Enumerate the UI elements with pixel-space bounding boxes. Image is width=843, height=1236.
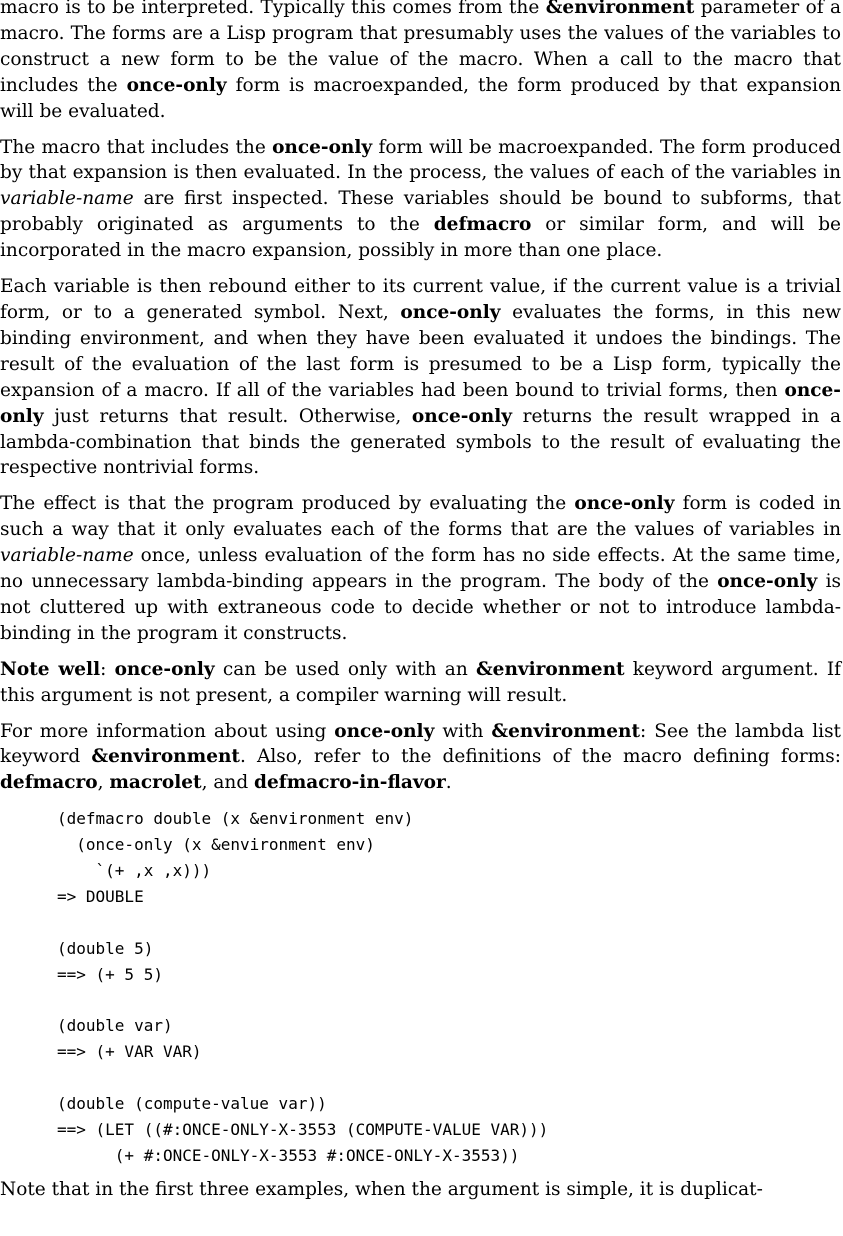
bold-term: defmacro-in-flavor: [254, 772, 446, 794]
text-run: The effect is that the program produced by evaluating the: [0, 493, 575, 515]
bold-term: &environment: [475, 658, 625, 680]
code-line: `(+ ,x ,x))): [57, 861, 212, 881]
text-run: macro is to be interpreted. Typically this comes from the: [0, 0, 546, 18]
bold-term: defmacro: [0, 772, 98, 794]
paragraph: [0, 0, 841, 125]
bold-term: &environment: [491, 720, 640, 742]
text-run: returns the result wrapped in a lambda-combination that binds the generated symbols to the result of evaluating the respective nontrivial forms.: [0, 405, 841, 479]
italic-term: variable-name: [0, 545, 134, 567]
bold-term: once-only: [411, 405, 512, 427]
paragraph: [0, 657, 841, 709]
code-line: (double (compute-value var)): [57, 1094, 327, 1114]
text-run: :: [100, 658, 115, 680]
code-line: (double var): [57, 1016, 173, 1036]
code-line: ==> (+ 5 5): [57, 964, 163, 984]
bold-term: once-only: [334, 720, 435, 742]
bold-term: once-only: [272, 136, 373, 158]
bold-term: once-only: [126, 74, 227, 96]
text-run: or similar form, and will be incorporated in the macro expansion, possibly in more than one place.: [0, 214, 842, 262]
code-line: (defmacro double (x &environment env): [57, 809, 414, 829]
code-line: [57, 910, 841, 936]
code-line: (+ #:ONCE-ONLY-X-3553 #:ONCE-ONLY-X-3553)): [57, 1145, 520, 1165]
text-run: , and: [201, 772, 255, 794]
text-run: For more information about using: [0, 720, 335, 742]
bold-term: once-only: [0, 379, 841, 427]
paragraph: [0, 135, 841, 265]
trailing-paragraph: Note that in the first three examples, when the argument is simple, it is duplicat-: [0, 1178, 763, 1200]
text-run: Each variable is then rebound either to its current value, if the current value is a trivial form, or to a generated symbol. Next,: [0, 276, 841, 323]
text-run: form will be macroexpanded. The form produced by that expansion is then evaluated. In the process, the values of each of the variables in: [0, 136, 841, 184]
text-run: .: [445, 772, 452, 794]
italic-term: variable-name: [0, 188, 134, 210]
text-run: once, unless evaluation of the form has no side effects. At the same time, no unnecessary lambda-binding appears in the program. The body of the: [0, 545, 841, 593]
text-run: ,: [97, 772, 110, 794]
code-line: [57, 988, 841, 1014]
bold-term: defmacro: [433, 214, 532, 236]
paragraph: [0, 274, 841, 481]
text-run: with: [434, 720, 492, 742]
text-run: is not cluttered up with extraneous code to decide whether or not to introduce lambda-binding in the program it constructs.: [0, 571, 841, 644]
bold-term: Note well: [0, 658, 101, 680]
text-run: keyword argument. If this argument is not present, a compiler warning will result.: [0, 658, 842, 706]
text-run: : See the lambda list keyword: [0, 720, 841, 768]
code-line: (once-only (x &environment env): [57, 835, 375, 855]
text-run: form is macroexpanded, the form produced by that expansion will be evaluated.: [0, 74, 841, 122]
text-run: parameter of a macro. The forms are a Lisp program that presumably uses the values of the variables to construct a new form to be the value of the macro. When a call to the macro that includes the: [0, 0, 841, 96]
text-run: are first inspected. These variables should be bound to subforms, that probably originated as arguments to the: [0, 188, 841, 236]
bold-term: &environment: [91, 746, 240, 768]
text-run: form is coded in such a way that it only evaluates each of the forms that are the values of variables in: [0, 493, 841, 541]
paragraph: [0, 719, 841, 797]
code-line: ==> (+ VAR VAR): [57, 1042, 202, 1062]
bold-term: &environment: [545, 0, 695, 18]
text-run: evaluates the forms, in this new binding environment, and when they have been evaluated it undoes the bindings. The result of the evaluation of the last form is presumed to be a Lisp form, typically the expansion of a macro. If all of the variables had been bound to trivial forms, then: [0, 301, 841, 401]
bold-term: once-only: [717, 571, 818, 593]
bold-term: once-only: [574, 493, 675, 515]
code-line: => DOUBLE: [57, 886, 144, 906]
text-run: . Also, refer to the definitions of the macro defining forms:: [239, 746, 841, 768]
bold-term: once-only: [400, 301, 501, 323]
bold-term: macrolet: [109, 772, 202, 794]
code-line: (double 5): [57, 938, 154, 958]
paragraph: [0, 491, 841, 646]
code-line: [57, 1065, 841, 1091]
code-example: [57, 806, 841, 1168]
code-line: ==> (LET ((#:ONCE-ONLY-X-3553 (COMPUTE-VALUE VAR))): [57, 1119, 549, 1139]
bold-term: once-only: [114, 658, 215, 680]
text-run: The macro that includes the: [0, 136, 273, 158]
text-run: can be used only with an: [214, 658, 476, 680]
text-run: just returns that result. Otherwise,: [43, 405, 412, 427]
